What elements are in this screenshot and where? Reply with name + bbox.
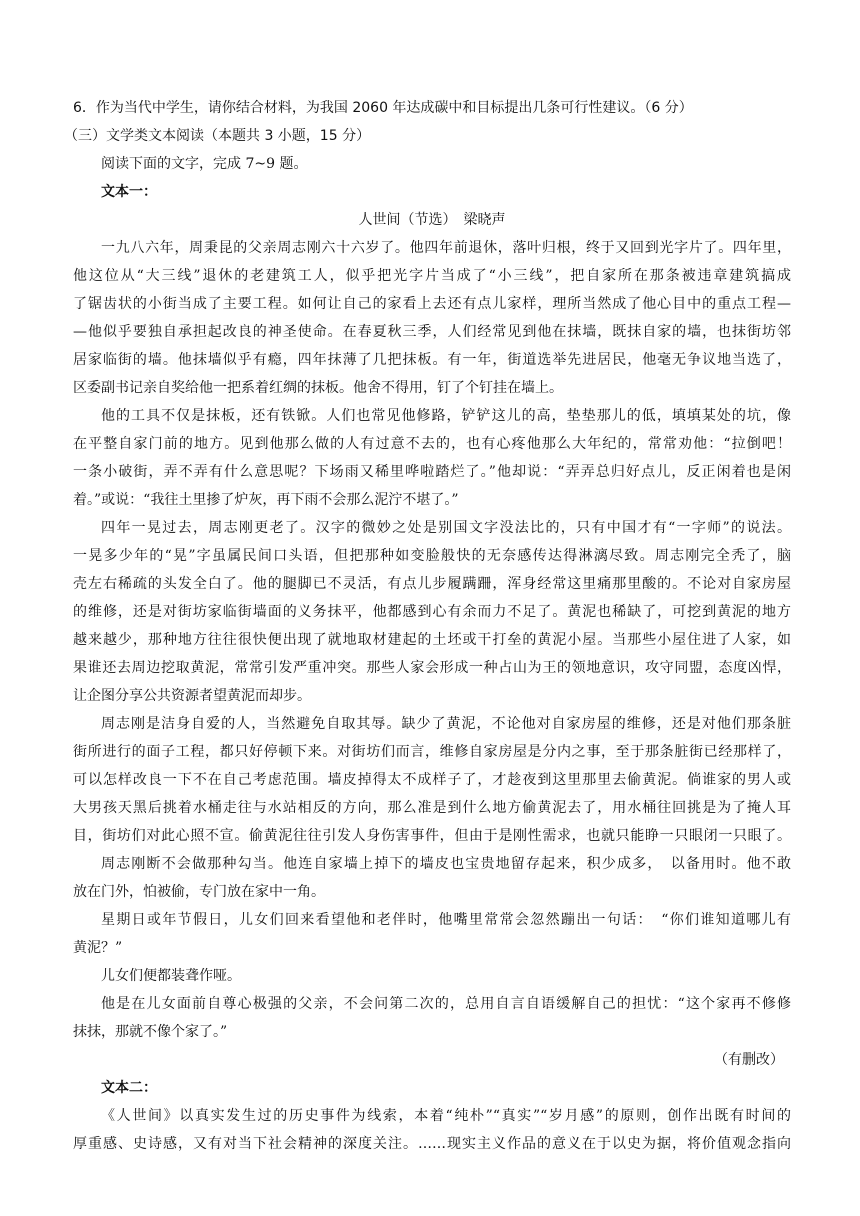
reading-instruction: 阅读下面的文字，完成 7~9 题。 [101,156,308,172]
passage-line: 目，街坊们对此心照不宣。偷黄泥往往引发人身伤害事件，但由于是刚性需求，也就只能睁一只眼闭一只眼了。 [73,828,791,844]
passage-line: 越来越少，那种地方往往很快便出现了就地取材建起的土坯或干打垒的黄泥小屋。当那些小屋住进了人家，如 [73,632,791,648]
passage-line: 居家临街的墙。他抹墙似乎有瘾，四年抹薄了几把抹板。有一年，街道选举先进居民，他毫无争议地当选了， [73,352,791,368]
passage-line: 黄泥？” [73,940,123,956]
passage-line: 放在门外，怕被偷，专门放在家中一角。 [73,884,325,900]
section-heading: （三）文学类文本阅读（本题共 3 小题，15 分） [64,128,371,144]
passage-line: 抹抹，那就不像个家了。” [73,1024,228,1040]
passage-line: 着。”或说：“我往土里掺了炉灰，再下雨不会那么泥泞不堪了。” [73,492,459,508]
passage-line: 他的工具不仅是抹板，还有铁锨。人们也常见他修路，铲铲这儿的高，垫垫那儿的低，填填某处的坑，像 [101,408,791,424]
text1-label: 文本一： [101,184,157,200]
passage-line: 在平整自家门前的地方。见到他那么做的人有过意不去的，也有心疼他那么大年纪的，常常劝他：“拉倒吧！ [73,436,791,452]
passage-line: 一九八六年，周秉昆的父亲周志刚六十六岁了。他四年前退休，落叶归根，终于又回到光字片了。四年里， [101,240,791,256]
passage-line: 一晃多少年的“晃”字虽属民间口头语，但把那种如变脸般快的无奈感传达得淋漓尽致。周志刚完全秃了，脑 [73,548,791,564]
text2-label: 文本二： [101,1080,157,1096]
passage-line: 儿女们便都装聋作哑。 [101,968,241,984]
passage-line: 他是在儿女面前自尊心极强的父亲，不会问第二次的，总用自言自语缓解自己的担忧：“这个家再不修修 [101,996,791,1012]
passage-line: 周志刚断不会做那种勾当。他连自家墙上掉下的墙皮也宝贵地留存起来，积少成多， 以备用时。他不敢 [101,856,791,872]
passage-line: 厚重感、史诗感，又有对当下社会精神的深度关注。……现实主义作品的意义在于以史为据，将价值观念指向 [73,1136,791,1152]
passage-line: 让企图分享公共资源者望黄泥而却步。 [73,688,311,704]
passage-line: —他似乎要独自承担起改良的神圣使命。在春夏秋三季，人们经常见到他在抹墙，既抹自家的墙，也抹街坊邻 [73,324,791,340]
passage-line: 《人世间》以真实发生过的历史事件为线索，本着“纯朴”“真实”“岁月感”的原则，创作出既有时间的 [101,1108,791,1124]
abridged-note: （有删改） [714,1052,784,1068]
passage-line: 了锯齿状的小街当成了主要工程。如何让自己的家看上去还有点儿家样，理所当然成了他心目中的重点工程— [73,296,791,312]
passage-line: 一条小破街，弄不弄有什么意思呢？下场雨又稀里哗啦踏烂了。”他却说：“弄弄总归好点儿，反正闲着也是闲 [73,464,791,480]
passage-line: 区委副书记亲自奖给他一把系着红绸的抹板。他舍不得用，钉了个钉挂在墙上。 [73,380,563,396]
question-6: 6．作为当代中学生，请你结合材料，为我国 2060 年达成碳中和目标提出几条可行性建议。（6 分） [73,100,693,116]
passage-line: 果谁还去周边挖取黄泥，常常引发严重冲突。那些人家会形成一种占山为王的领地意识，攻守同盟，态度凶悍， [73,660,791,676]
passage-line: 星期日或年节假日，儿女们回来看望他和老伴时，他嘴里常常会忽然蹦出一句话： “你们谁知道哪儿有 [101,912,791,928]
passage-line: 壳左右稀疏的头发全白了。他的腿脚已不灵活，有点儿步履蹒跚，浑身经常这里痛那里酸的。不论对自家房屋 [73,576,791,592]
passage-line: 四年一晃过去，周志刚更老了。汉字的微妙之处是别国文字没法比的，只有中国才有“一字师”的说法。 [101,520,791,536]
passage-line: 他这位从“大三线”退休的老建筑工人，似乎把光字片当成了“小三线”，把自家所在那条被违章建筑搞成 [73,268,791,284]
passage-line: 街所进行的面子工程，都只好停顿下来。对街坊们而言，维修自家房屋是分内之事，至于那条脏街已经那样了， [73,744,791,760]
passage-title: 人世间（节选） 梁晓声 [358,212,506,228]
passage-line: 可以怎样改良一下不在自己考虑范围。墙皮掉得太不成样子了，才趁夜到这里那里去偷黄泥。倘谁家的男人或 [73,772,791,788]
passage-line: 周志刚是洁身自爱的人，当然避免自取其辱。缺少了黄泥，不论他对自家房屋的维修，还是对他们那条脏 [101,716,791,732]
passage-line: 的维修，还是对街坊家临街墙面的义务抹平，他都感到心有余而力不足了。黄泥也稀缺了，可挖到黄泥的地方 [73,604,791,620]
passage-line: 大男孩天黑后挑着水桶走往与水站相反的方向，那么准是到什么地方偷黄泥去了，用水桶往回挑是为了掩人耳 [73,800,791,816]
